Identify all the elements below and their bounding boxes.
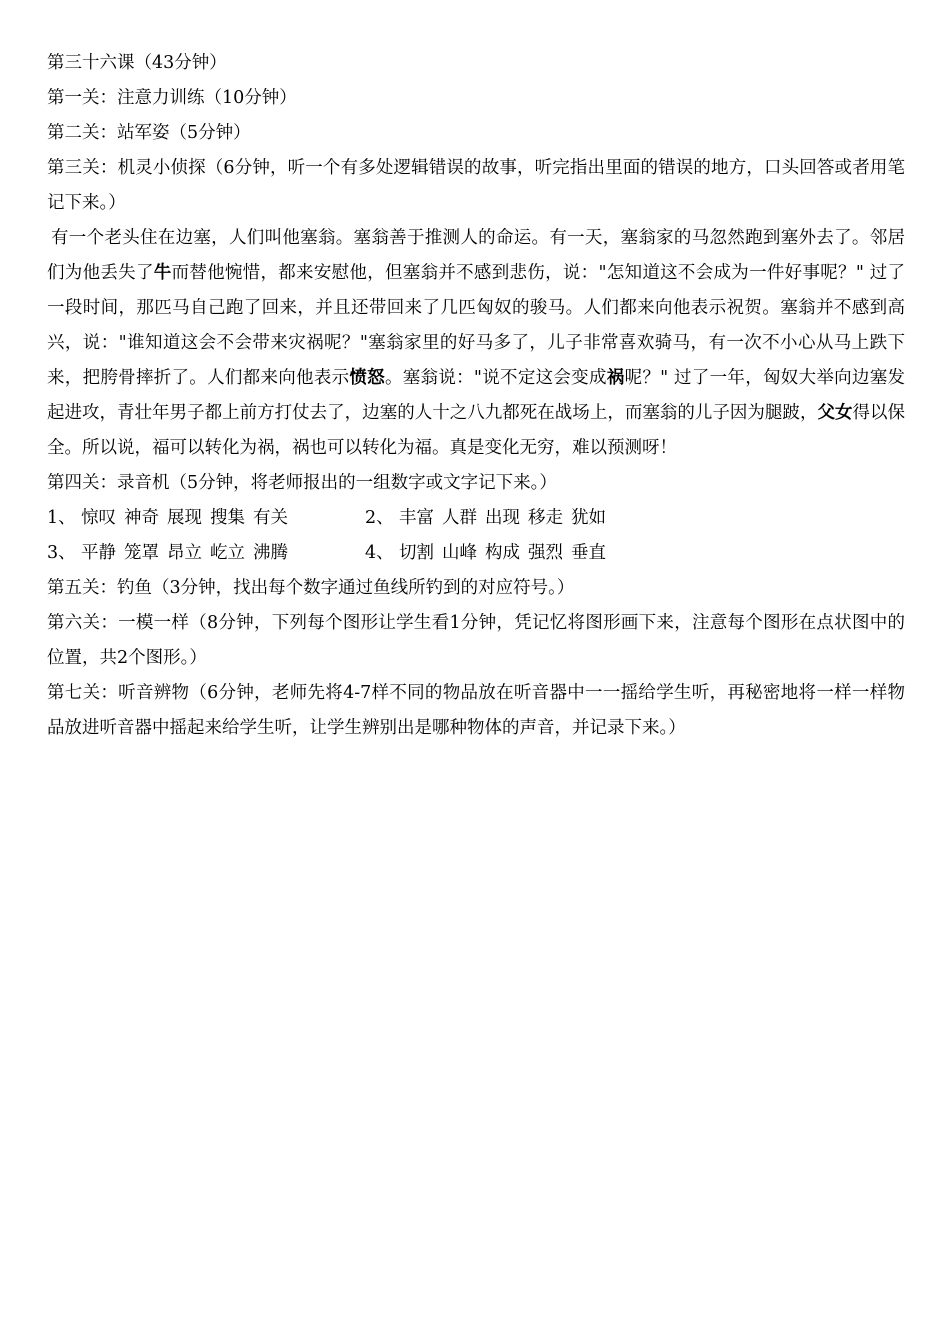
level-6-identical-figures: 第六关：一模一样（8分钟，下列每个图形让学生看1分钟，凭记忆将图形画下来，注意每个图形在点状图中的位置，共2个图形。） bbox=[47, 613, 905, 668]
word: 沸腾 bbox=[253, 543, 288, 563]
word: 出现 bbox=[485, 508, 520, 528]
level-5-fishing: 第五关：钓鱼（3分钟，找出每个数字通过鱼线所钓到的对应符号。） bbox=[47, 578, 575, 598]
word-group-3 bbox=[47, 536, 365, 571]
story-text-5: 得以保全。所以说，福可以转化为祸，祸也可以转化为福。真是变化无穷，难以预测呀！ bbox=[47, 403, 906, 458]
story-error-word-4: 父女 bbox=[817, 403, 853, 423]
word: 人群 bbox=[442, 508, 477, 528]
document-page bbox=[47, 46, 905, 746]
word: 丰富 bbox=[399, 508, 434, 528]
word: 展现 bbox=[167, 508, 202, 528]
story-text-1: 有一个老头住在边塞，人们叫他塞翁。塞翁善于推测人的命运。有一天，塞翁家的马忽然跑到塞外去了。邻居们为他丢失了 bbox=[47, 228, 905, 283]
word: 山峰 bbox=[442, 543, 477, 563]
level-2-military-stance: 第二关：站军姿（5分钟） bbox=[47, 123, 251, 143]
word-row-2 bbox=[47, 536, 905, 571]
lesson-title: 第三十六课（43分钟） bbox=[47, 53, 227, 73]
word-row-1 bbox=[47, 501, 905, 536]
word: 构成 bbox=[485, 543, 520, 563]
word-group-number: 2、 bbox=[365, 508, 394, 528]
level-3-detective: 第三关：机灵小侦探（6分钟，听一个有多处逻辑错误的故事，听完指出里面的错误的地方，口头回答或者用笔记下来。） bbox=[47, 158, 905, 213]
word: 强烈 bbox=[528, 543, 563, 563]
word-group-number: 4、 bbox=[365, 543, 394, 563]
word: 惊叹 bbox=[81, 508, 116, 528]
word: 笼罩 bbox=[124, 543, 159, 563]
word: 有关 bbox=[253, 508, 288, 528]
word: 搜集 bbox=[210, 508, 245, 528]
word: 犹如 bbox=[571, 508, 606, 528]
word-group-2 bbox=[365, 501, 606, 536]
word-group-number: 1、 bbox=[47, 508, 76, 528]
word-group-number: 3、 bbox=[47, 543, 76, 563]
word: 昂立 bbox=[167, 543, 202, 563]
word: 切割 bbox=[399, 543, 434, 563]
story-text-2: 而替他惋惜，都来安慰他，但塞翁并不感到悲伤，说："怎知道这不会成为一件好事呢？" 过了一段时间，那匹马自己跑了回来，并且还带回来了几匹匈奴的骏马。人们都来向他表示祝贺。塞翁并不感到高兴，说："谁知道这会不会带来灾祸呢？"塞翁家里的好马多了，儿子非常喜欢骑马，有一次不小心从马上跌下来，把胯骨摔折了。人们都来向他表示 bbox=[47, 263, 906, 388]
word: 移走 bbox=[528, 508, 563, 528]
level-7-sound-identification: 第七关：听音辨物（6分钟，老师先将4-7样不同的物品放在听音器中一一摇给学生听，再秘密地将一样一样物品放进听音器中摇起来给学生听，让学生辨别出是哪种物体的声音，并记录下来。） bbox=[47, 683, 905, 738]
story-error-word-2: 愤怒 bbox=[349, 368, 385, 388]
word: 平静 bbox=[81, 543, 116, 563]
story-text-4: 呢？" 过了一年，匈奴大举向边塞发起进攻，青壮年男子都上前方打仗去了，边塞的人十之八九都死在战场上，而塞翁的儿子因为腿跛， bbox=[47, 368, 905, 423]
story-paragraph bbox=[47, 221, 905, 466]
word: 神奇 bbox=[124, 508, 159, 528]
story-error-word-3: 祸 bbox=[606, 368, 625, 388]
word: 垂直 bbox=[571, 543, 606, 563]
story-error-word-1: 牛 bbox=[153, 263, 172, 283]
word-group-1 bbox=[47, 501, 365, 536]
word: 屹立 bbox=[210, 543, 245, 563]
word-group-4 bbox=[365, 536, 606, 571]
level-1-attention-training: 第一关：注意力训练（10分钟） bbox=[47, 88, 297, 108]
story-text-3: 。塞翁说："说不定这会变成 bbox=[384, 368, 607, 388]
level-4-recorder: 第四关：录音机（5分钟，将老师报出的一组数字或文字记下来。） bbox=[47, 473, 557, 493]
